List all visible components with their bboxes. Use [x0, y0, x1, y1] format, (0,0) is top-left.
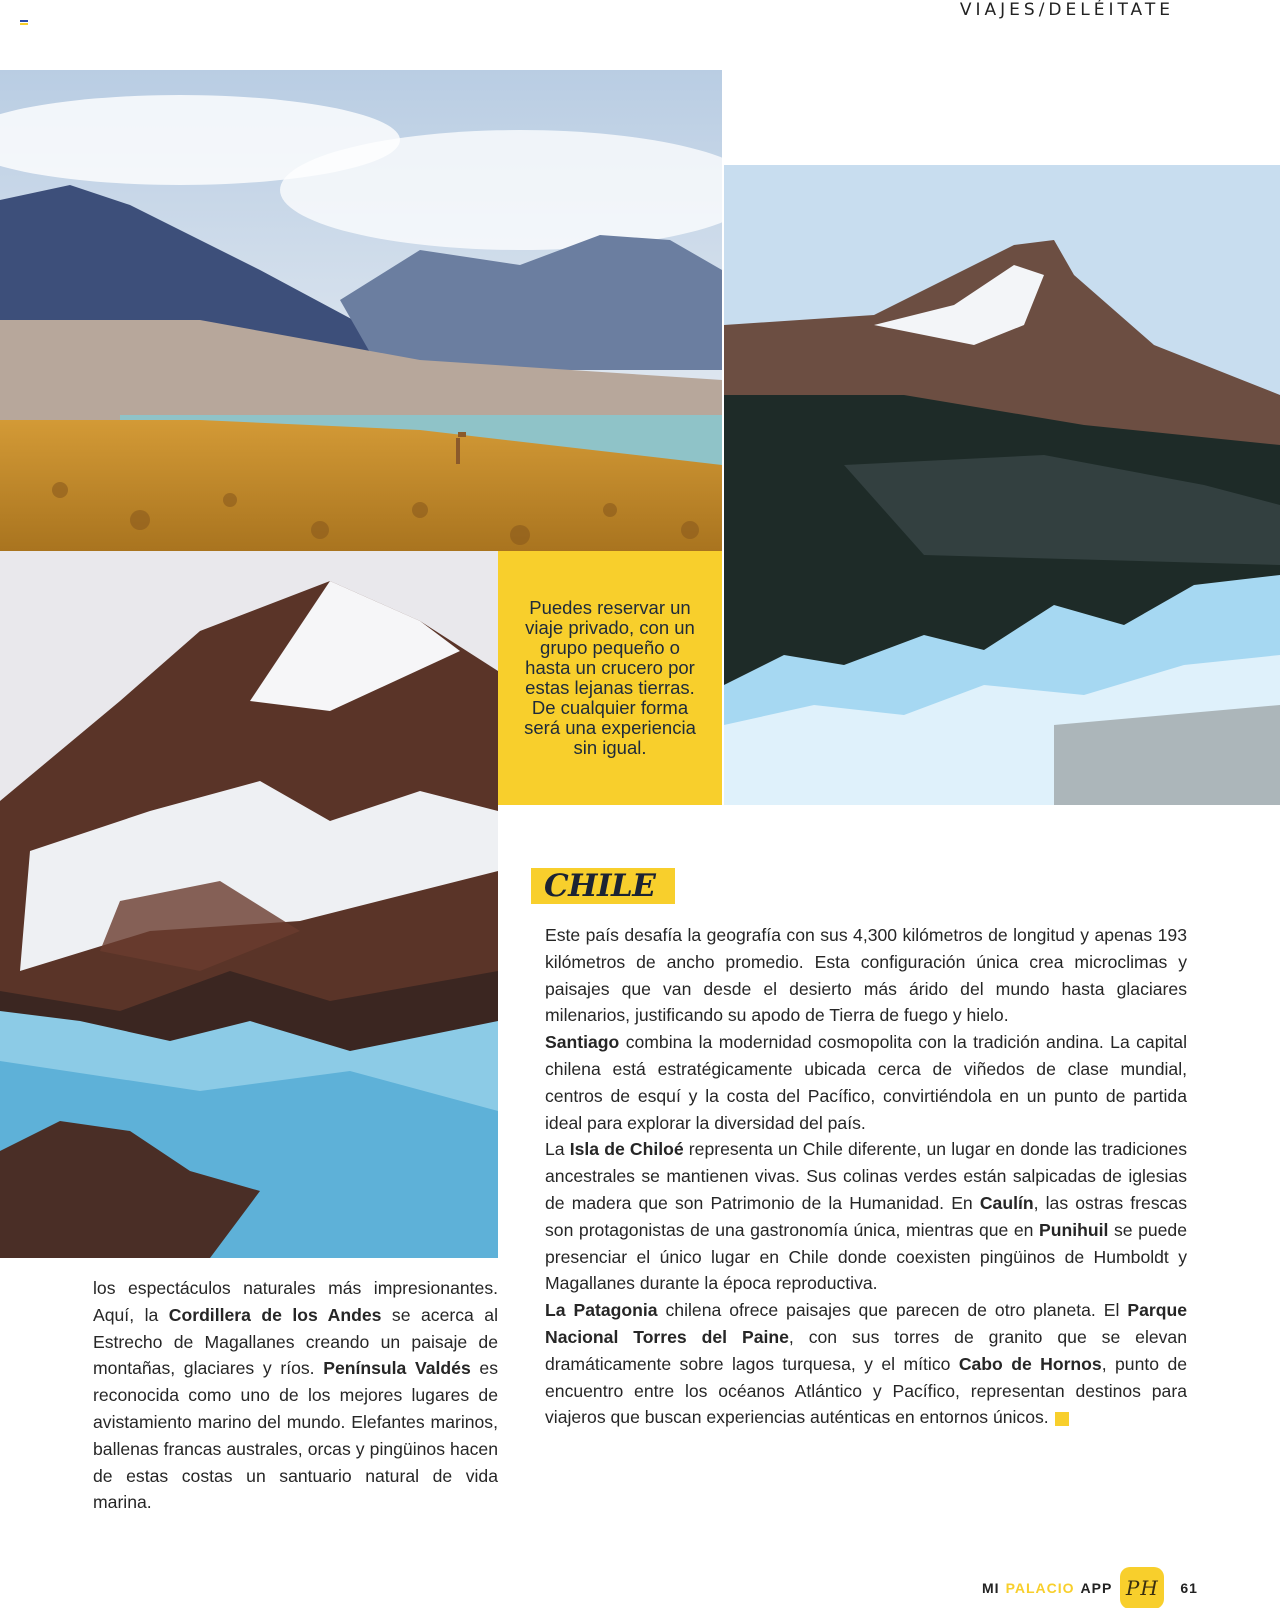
highlight-text: Caulín [979, 1192, 1034, 1213]
article-paragraph: Santiago combina la modernidad cosmopolita con la tradición andina. La capital chilena está estratégicamente ubicada cerca de viñedos de clase mundial, centros de esquí y la costa del Pacífico, convirtiéndola en un punto de partida ideal para explorar la diversidad del país. [545, 1032, 1187, 1133]
brand-mi: MI [982, 1580, 1000, 1596]
highlight-text: Península Valdés [323, 1358, 471, 1379]
glacier-peak-photo [724, 165, 1280, 805]
callout-text: Puedes reservar un viaje privado, con un grupo pequeño o hasta un crucero por estas lejanas tierras. De cualquier forma será una experiencia sin igual. [524, 597, 696, 758]
article-body [545, 922, 1187, 1431]
section-heading [531, 868, 675, 904]
logo-icon: PH [1120, 1567, 1164, 1608]
footer [982, 1566, 1198, 1608]
article-paragraph: los espectáculos naturales más impresionantes. Aquí, la Cordillera de los Andes se acerca al Estrecho de Magallanes creando un paisaje de montañas, glaciares y ríos. Península Valdés es reconocida como uno de los mejores lugares de avistamiento marino del mundo. Elefantes marinos, ballenas francas australes, orcas y pingüinos hacen de estas costas un santuario natural de vida marina. [93, 1278, 498, 1513]
highlight-text: La Patagonia [545, 1300, 658, 1321]
brand-palacio: PALACIO [1005, 1580, 1075, 1596]
highlight-text: Parque Nacional Torres del Paine [545, 1300, 1187, 1347]
left-column-text [93, 1275, 498, 1516]
highlight-text: Santiago [545, 1032, 620, 1053]
flag-icon [20, 20, 28, 27]
article-paragraph: Este país desafía la geografía con sus 4,300 kilómetros de longitud y apenas 193 kilómetros de ancho promedio. Esta configuración única crea microclimas y paisajes que van desde el desierto más árido del mundo hasta glaciares milenarios, justificando su apodo de Tierra de fuego y hielo. [545, 925, 1187, 1026]
section-header: VIAJES/DELÉITATE [959, 0, 1174, 20]
end-mark-icon [1055, 1412, 1069, 1426]
section-title: CHILE [544, 868, 656, 904]
article-paragraph: La Patagonia chilena ofrece paisajes que parecen de otro planeta. El Parque Nacional Torres del Paine, con sus torres de granito que se elevan dramáticamente sobre lagos turquesa, y el mítico Cabo de Hornos, punto de encuentro entre los océanos Atlántico y Pacífico, representan destinos para viajeros que buscan experiencias auténticas en entornos únicos. [545, 1300, 1188, 1428]
desert-lake-photo [0, 70, 722, 551]
highlight-text: Cordillera de los Andes [168, 1304, 382, 1325]
article-paragraph: La Isla de Chiloé representa un Chile diferente, un lugar en donde las tradiciones ancestrales se mantienen vivas. Sus colinas verdes están salpicadas de iglesias de madera que son Patrimonio de la Humanidad. En Caulín, las ostras frescas son protagonistas de una gastronomía única, mientras que en Punihuil se puede presenciar el único lugar en Chile donde coexisten pingüinos de Humboldt y Magallanes durante la época reproductiva. [545, 1139, 1187, 1294]
highlight-text: Punihuil [1039, 1219, 1109, 1240]
brand-app: APP [1080, 1580, 1113, 1596]
page-number: 61 [1180, 1580, 1198, 1596]
snowy-mountain-photo [0, 551, 498, 1258]
callout-box [498, 551, 722, 805]
highlight-text: Cabo de Hornos [958, 1353, 1102, 1374]
highlight-text: Isla de Chiloé [569, 1139, 684, 1160]
